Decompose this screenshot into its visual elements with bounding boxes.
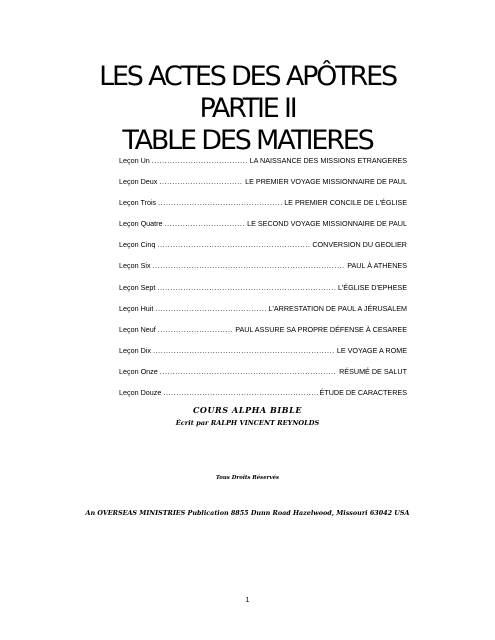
- publisher-line: An OVERSEAS MINISTRIES Publication 8855 Dunn Road Hazelwood, Missouri 63042 USA: [85, 509, 410, 517]
- toc-topic: RÉSUMÉ DE SALUT: [339, 366, 407, 376]
- toc-lesson-label: Leçon Quatre: [119, 219, 163, 229]
- toc-lesson-label: Leçon Onze: [119, 366, 158, 376]
- toc-heading: TABLE DES MATIERES: [122, 125, 373, 156]
- toc-dot-leader: [153, 346, 335, 355]
- rights-notice: Tous Droits Réservés: [215, 475, 280, 481]
- toc-topic: PAUL À ATHENES: [347, 261, 407, 271]
- table-of-contents: [119, 156, 407, 409]
- toc-topic: LE PREMIER CONCILE DE L'ÉGLISE: [284, 198, 407, 208]
- toc-entry: [119, 198, 407, 219]
- toc-lesson-label: Leçon Trois: [119, 198, 157, 208]
- toc-topic: ÉTUDE DE CARACTERES: [319, 388, 407, 398]
- toc-entry: [119, 156, 407, 177]
- toc-lesson-label: Leçon Sept: [119, 282, 156, 292]
- toc-lesson-label: Leçon Un: [119, 156, 150, 165]
- document-subtitle: PARTIE II: [199, 93, 296, 124]
- toc-dot-leader: [158, 198, 282, 207]
- toc-entry: [119, 367, 407, 388]
- toc-entry: [119, 325, 407, 346]
- toc-dot-leader: [157, 283, 336, 292]
- toc-entry: [119, 177, 407, 198]
- document-title: LES ACTES DES APÔTRES: [99, 61, 396, 92]
- toc-lesson-label: Leçon Douze: [119, 388, 162, 398]
- toc-dot-leader: [158, 325, 233, 334]
- toc-entry: [119, 346, 407, 367]
- toc-dot-leader: [165, 219, 246, 228]
- toc-entry: [119, 261, 407, 282]
- toc-dot-leader: [155, 304, 266, 313]
- page-number: 1: [245, 597, 250, 604]
- toc-lesson-label: Leçon Cinq: [119, 240, 156, 250]
- toc-topic: LE VOYAGE A ROME: [336, 345, 407, 355]
- author-line: Écrit par RALPH VINCENT REYNOLDS: [175, 419, 320, 427]
- toc-entry: [119, 240, 407, 261]
- toc-dot-leader: [153, 261, 346, 270]
- toc-dot-leader: [159, 177, 243, 186]
- toc-lesson-label: Leçon Six: [119, 261, 151, 271]
- toc-topic: LE PREMIER VOYAGE MISSIONNAIRE DE PAUL: [245, 177, 407, 187]
- toc-lesson-label: Leçon Dix: [119, 345, 151, 355]
- toc-topic: LE SECOND VOYAGE MISSIONNAIRE DE PAUL: [247, 219, 407, 229]
- toc-dot-leader: [163, 388, 317, 397]
- toc-entry: [119, 219, 407, 240]
- toc-topic: LA NAISSANCE DES MISSIONS ETRANGERES: [249, 156, 407, 165]
- course-name: COURS ALPHA BIBLE: [192, 405, 303, 415]
- toc-dot-leader: [157, 240, 310, 249]
- toc-dot-leader: [160, 367, 337, 376]
- toc-topic: PAUL ASSURE SA PROPRE DÉFENSE À CESAREE: [235, 324, 407, 334]
- toc-topic: L'ÉGLISE D'EPHESE: [337, 282, 407, 292]
- toc-topic: L'ARRESTATION DE PAUL A JÉRUSALEM: [268, 303, 407, 313]
- toc-dot-leader: [152, 156, 248, 165]
- toc-lesson-label: Leçon Neuf: [119, 324, 156, 334]
- toc-lesson-label: Leçon Deux: [119, 177, 158, 187]
- toc-entry: [119, 283, 407, 304]
- toc-entry: [119, 304, 407, 325]
- toc-topic: CONVERSION DU GEOLIER: [312, 240, 407, 250]
- toc-lesson-label: Leçon Huit: [119, 303, 154, 313]
